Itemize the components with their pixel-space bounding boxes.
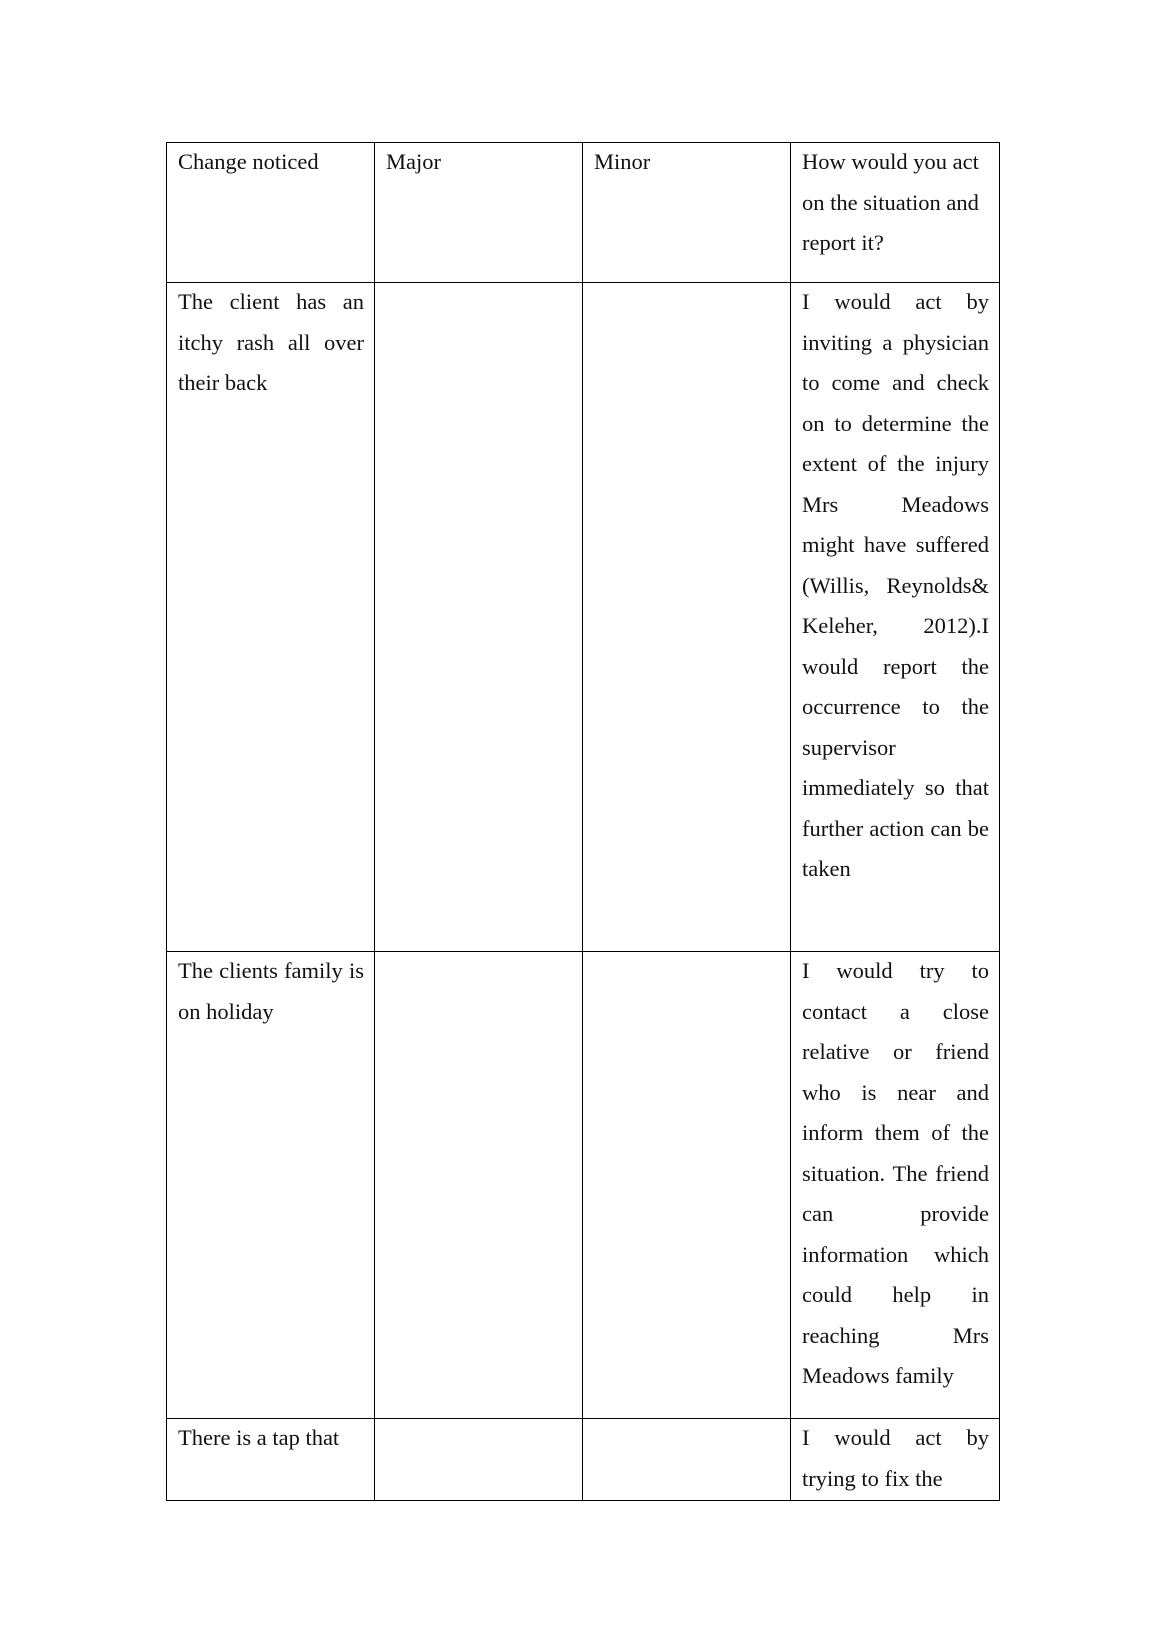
table-header-row (167, 143, 1000, 283)
table-row (167, 1419, 1000, 1501)
table-row (167, 283, 1000, 952)
cell-action: I would act by trying to fix the (791, 1419, 1000, 1501)
header-action: How would you act on the situation and report it? (791, 143, 1000, 283)
cell-major (375, 952, 583, 1419)
cell-change-noticed: The client has an itchy rash all over their back (167, 283, 375, 952)
cell-major (375, 1419, 583, 1501)
change-report-table (166, 142, 1000, 1501)
table-row (167, 952, 1000, 1419)
cell-change-noticed: There is a tap that (167, 1419, 375, 1501)
cell-action: I would act by inviting a physician to come and check on to determine the extent of the injury Mrs Meadows might have suffered (Willis, Reynolds& Keleher, 2012).I would report the occurrence to the supervisor immediately so that further action can be taken (791, 283, 1000, 952)
cell-action: I would try to contact a close relative or friend who is near and inform them of the situation. The friend can provide information which could help in reaching Mrs Meadows family (791, 952, 1000, 1419)
cell-minor (583, 952, 791, 1419)
cell-minor (583, 283, 791, 952)
header-change-noticed: Change noticed (167, 143, 375, 283)
header-major: Major (375, 143, 583, 283)
header-minor: Minor (583, 143, 791, 283)
cell-major (375, 283, 583, 952)
cell-minor (583, 1419, 791, 1501)
cell-change-noticed: The clients family is on holiday (167, 952, 375, 1419)
